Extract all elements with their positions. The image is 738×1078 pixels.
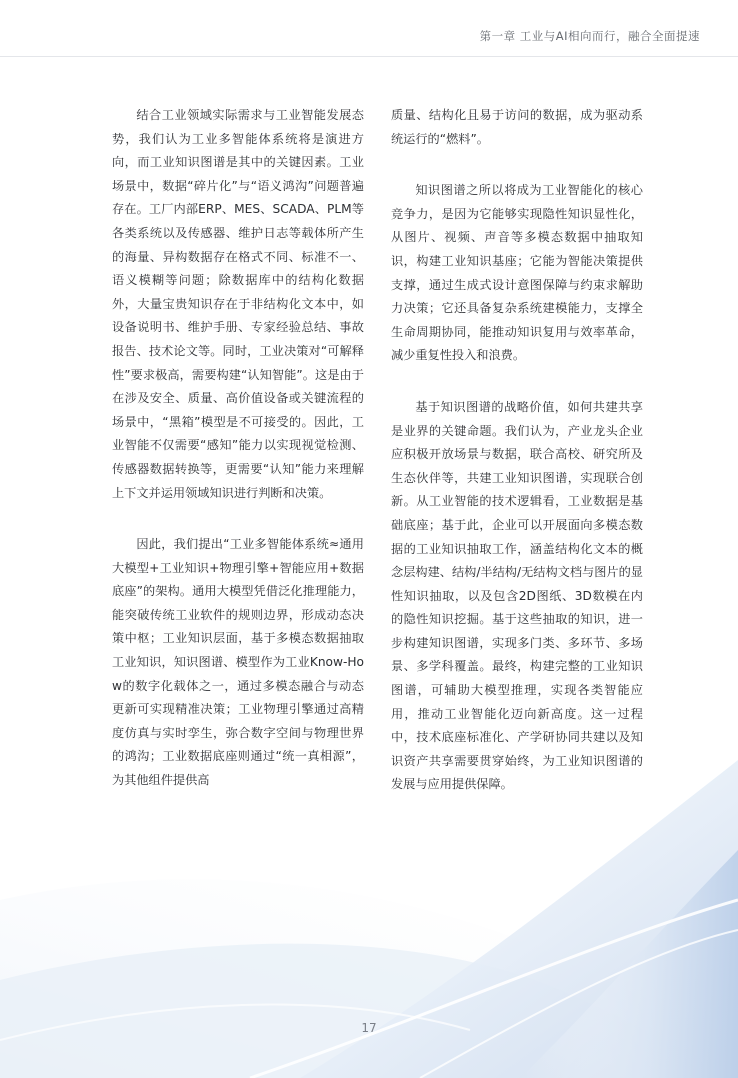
header-divider xyxy=(0,56,738,57)
paragraph: 基于知识图谱的战略价值，如何共建共享是业界的关键命题。我们认为，产业龙头企业应积极开放场景与数据，联合高校、研究所及生态伙伴等，共建工业知识图谱，实现联合创新。从工业智能的技术逻辑看，工业数据是基础底座；基于此，企业可以开展面向多模态数据的工业知识抽取工作，涵盖结构化文本的概念层构建、结构/半结构/无结构文档与图片的显性知识抽取，以及包含2D图纸、3D数模在内的隐性知识挖掘。基于这些抽取的知识，进一步构建知识图谱，实现多门类、多环节、多场景、多学科覆盖。最终，构建完整的工业知识图谱，可辅助大模型推理，实现各类智能应用，推动工业智能化迈向新高度。这一过程中，技术底座标准化、产学研协同共建以及知识资产共享需要贯穿始终，为工业知识图谱的发展与应用提供保障。 xyxy=(391,399,643,792)
paragraph: 结合工业领域实际需求与工业智能发展态势，我们认为工业多智能体系统将是演进方向，而工业知识图谱是其中的关键因素。工业场景中，数据“碎片化”与“语义鸿沟”问题普遍存在。工厂内部ERP、MES、SCADA、PLM等各类系统以及传感器、维护日志等载体所产生的海量、异构数据存在格式不同、标准不一、语义模糊等问题；除数据库中的结构化数据外，大量宝贵知识存在于非结构化文本中，如设备说明书、维护手册、专家经验总结、事故报告、技术论文等。同时，工业决策对“可解释性”要求极高，需要构建“认知智能”。这是由于在涉及安全、质量、高价值设备或关键流程的场景中，“黑箱”模型是不可接受的。因此，工业智能不仅需要“感知”能力以实现视觉检测、传感器数据转换等，更需要“认知”能力来理解上下文并运用领域知识进行判断和决策。 xyxy=(112,108,364,500)
paragraph: 因此，我们提出“工业多智能体系统≈通用大模型+工业知识+物理引擎+智能应用+数据底座”的架构。通用大模型凭借泛化推理能力，能突破传统工业软件的规则边界，形成动态决策中枢；工业知识层面，基于多模态数据抽取工业知识，知识图谱、模型作为工业Know-How的数字化载体之一，通过多模态融合与动态更新可实现精准决策；工业物理引擎通过高精度仿真与实时孪生，弥合数字空间与物理世界的鸿沟；工业数据底座则通过“统一真相源”，为其他组件提供高 xyxy=(112,537,364,788)
left-text-column xyxy=(112,104,364,821)
paragraph-continued: 质量、结构化且易于访问的数据，成为驱动系统运行的“燃料”。 xyxy=(391,108,643,146)
page-number: 17 xyxy=(361,1021,377,1035)
paragraph: 知识图谱之所以将成为工业智能化的核心竞争力，是因为它能够实现隐性知识显性化，从图片、视频、声音等多模态数据中抽取知识，构建工业知识基座；它能为智能决策提供支撑，通过生成式设计意图保障与约束求解助力决策；它还具备复杂系统建模能力，支撑全生命周期协同，能推动知识复用与效率革命，减少重复性投入和浪费。 xyxy=(391,183,643,363)
running-header: 第一章 工业与AI相向而行，融合全面提速 xyxy=(479,29,700,43)
right-text-column xyxy=(391,104,643,825)
